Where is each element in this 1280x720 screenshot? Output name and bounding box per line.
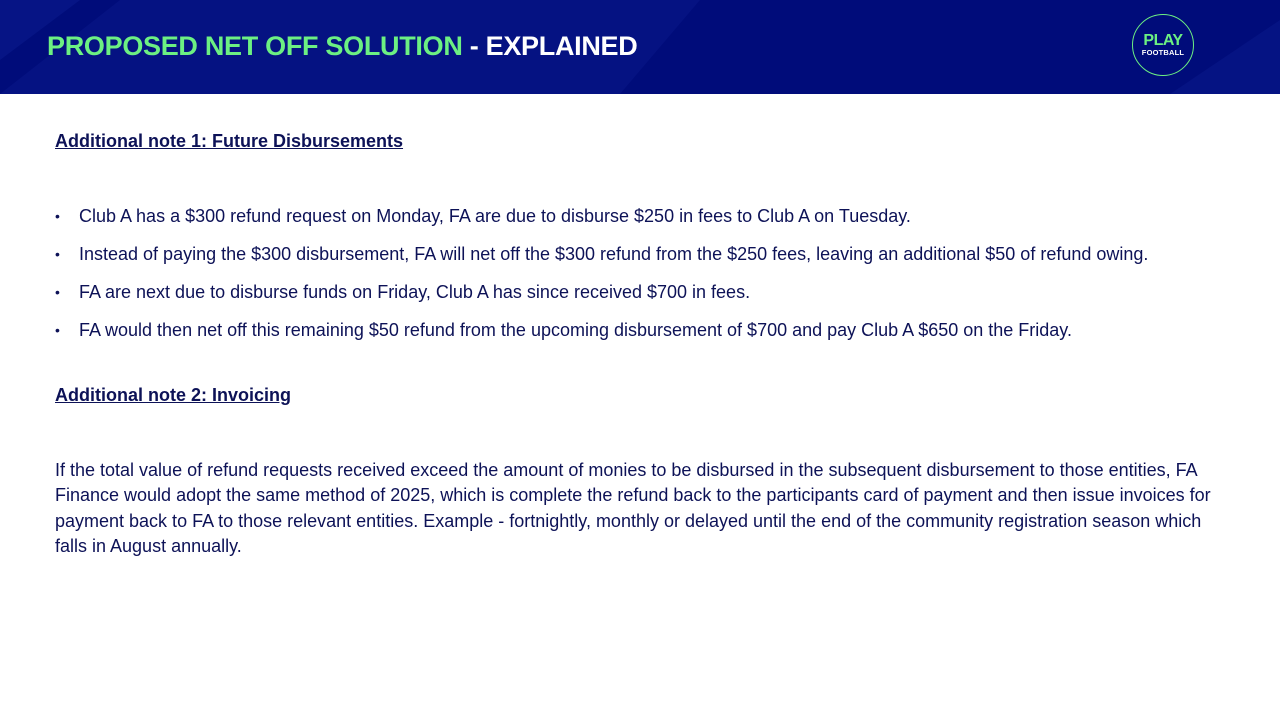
slide-header <box>0 0 1280 94</box>
slide-body <box>55 128 1230 560</box>
bullet-dot-icon: • <box>55 246 60 262</box>
note1-bullet-list <box>55 204 1230 344</box>
slide-title <box>47 31 637 62</box>
bullet-item <box>55 242 1230 268</box>
logo-text-play: PLAY <box>1143 32 1183 49</box>
bullet-text: FA would then net off this remaining $50 refund from the upcoming disbursement of $700 and pay Club A $650 on the Friday. <box>79 320 1072 340</box>
logo-text-football: FOOTBALL <box>1141 48 1185 57</box>
play-football-logo <box>1132 14 1194 76</box>
bullet-dot-icon: • <box>55 284 60 300</box>
slide-title-highlight: PROPOSED NET OFF SOLUTION <box>47 31 463 61</box>
slide-title-rest: - EXPLAINED <box>462 31 638 61</box>
bullet-dot-icon: • <box>55 208 60 224</box>
note2-heading: Additional note 2: Invoicing <box>55 384 291 405</box>
note2-paragraph: If the total value of refund requests received exceed the amount of monies to be disbursed in the subsequent disbursement to those entities, FA Finance would adopt the same method of 2025, which is complete the refund back to the participants card of payment and then issue invoices for payment back to FA to those relevant entities. Example - fortnightly, monthly or delayed until the end of the community registration season which falls in August annually. <box>55 459 1211 556</box>
note1-heading: Additional note 1: Future Disbursements <box>55 131 404 151</box>
bullet-text: Club A has a $300 refund request on Monday, FA are due to disburse $250 in fees to Club A on Tuesday. <box>79 206 911 226</box>
bullet-item <box>55 280 1230 306</box>
bullet-item <box>55 318 1230 344</box>
bullet-item <box>55 204 1230 230</box>
bullet-text: FA are next due to disburse funds on Friday, Club A has since received $700 in fees. <box>79 282 751 302</box>
bullet-dot-icon: • <box>55 322 60 338</box>
bullet-text: Instead of paying the $300 disbursement, FA will net off the $300 refund from the $250 fees, leaving an additional $50 of refund owing. <box>79 244 1149 264</box>
